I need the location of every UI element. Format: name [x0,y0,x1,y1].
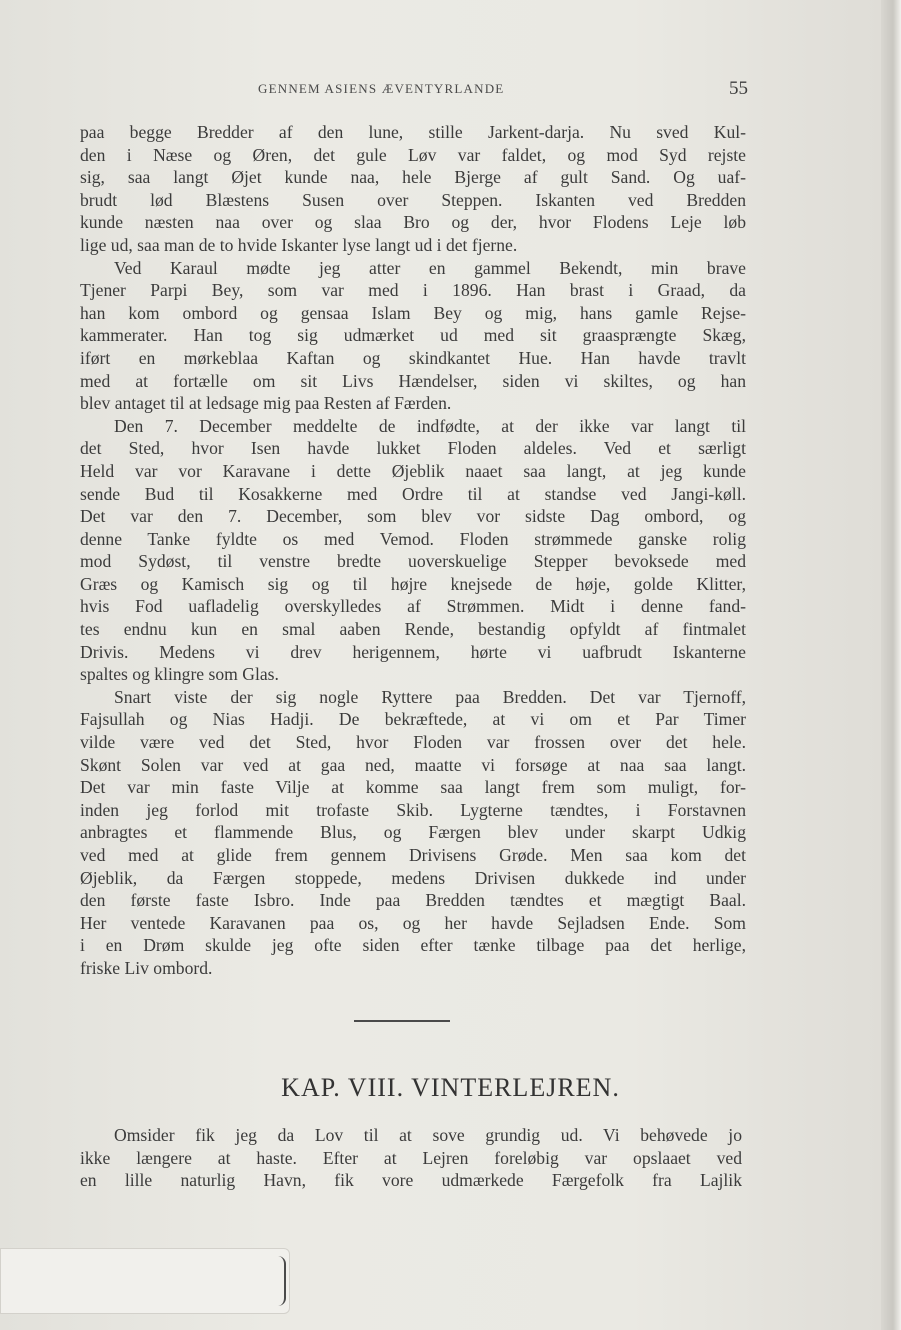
body-text [80,121,746,980]
text-line: spaltes og klingre som Glas. [80,664,279,685]
text-line: anbragtes et flammende Blus, og Færgen blev under skarpt Udkig [80,822,746,843]
text-line: friske Liv ombord. [80,957,213,978]
text-line: lige ud, saa man de to hvide Iskanter lyse langt ud i det fjerne. [80,234,518,255]
page-edge-shadow [881,0,901,1330]
text-line: Held var vor Karavane i dette Øjeblik naaet saa langt, at jeg kunde [80,460,746,481]
text-line: Tjener Parpi Bey, som var med i 1896. Han brast i Graad, da [80,280,746,301]
text-line: han kom ombord og gensaa Islam Bey og mig, hans gamle Rejse- [80,302,746,323]
text-line: mod Sydøst, til venstre bredte uoverskuelige Stepper bevoksede med [80,551,746,572]
text-line: sende Bud til Kosakkerne med Ordre til at standse ved Jangi-køll. [80,483,746,504]
text-line: Drivis. Medens vi drev herigennem, hørte vi uafbrudt Iskanterne [80,641,746,662]
text-line: Snart viste der sig nogle Ryttere paa Bredden. Det var Tjernoff, [114,686,746,707]
text-line: Det var min faste Vilje at komme saa langt frem som muligt, for- [80,777,746,798]
chapter-text [80,1124,742,1192]
text-line: ikke længere at haste. Efter at Lejren foreløbig var opslaaet ved [80,1147,742,1168]
text-line: kammerater. Han tog sig udmærket ud med sit graasprængte Skæg, [80,325,746,346]
text-line: hvis Fod uafladelig overskylledes af Strømmen. Midt i denne fand- [80,596,746,617]
text-line: Den 7. December meddelte de indfødte, at der ikke var langt til [114,415,746,436]
text-line: paa begge Bredder af den lune, stille Jarkent-darja. Nu sved Kul- [80,122,746,142]
text-line: den i Næse og Øren, det gule Løv var faldet, og mod Syd rejste [80,144,746,165]
text-line: Øjeblik, da Færgen stoppede, medens Drivisen dukkede ind under [80,867,746,888]
page-header [80,78,748,100]
text-line: Det var den 7. December, som blev vor sidste Dag ombord, og [80,506,746,527]
text-line: Her ventede Karavanen paa os, og her havde Sejladsen Ende. Som [80,912,746,933]
text-line: sig, saa langt Øjet kunde naa, hele Bjerge af gult Sand. Og uaf- [80,167,746,188]
text-line: brudt lød Blæstens Susen over Steppen. Iskanten ved Bredden [80,189,746,210]
text-line: den første faste Isbro. Inde paa Bredden tændtes et mægtigt Baal. [80,890,746,911]
text-line: ved med at glide frem gennem Drivisens Grøde. Men saa kom det [80,845,746,865]
text-line: Fajsullah og Nias Hadji. De bekræftede, at vi om et Par Timer [80,709,746,730]
text-line: Omsider fik jeg da Lov til at sove grundig ud. Vi behøvede jo [114,1125,742,1145]
text-line: kunde næsten naa over og slaa Bro og der, hvor Flodens Leje løb [80,212,746,233]
text-line: iført en mørkeblaa Kaftan og skindkantet Hue. Han havde travlt [80,347,746,368]
text-line: i en Drøm skulde jeg ofte siden efter tænke tilbage paa det herlige, [80,935,746,956]
text-line: vilde være ved det Sted, hvor Floden var frossen over det hele. [80,732,746,753]
section-divider [354,1020,450,1022]
text-line: en lille naturlig Havn, fik vore udmærkede Færgefolk fra Lajlik [80,1170,742,1191]
text-line: denne Tanke fyldte os med Vemod. Floden strømmede ganske rolig [80,528,746,549]
text-line: inden jeg forlod mit trofaste Skib. Lygterne tændtes, i Forstavnen [80,799,746,820]
running-title: GENNEM ASIENS ÆVENTYRLANDE [258,81,505,96]
page-number: 55 [729,78,748,99]
text-line: blev antaget til at ledsage mig paa Resten af Færden. [80,393,452,414]
chapter-heading: KAP. VIII. VINTERLEJREN. [281,1073,620,1102]
text-line: tes endnu kun en smal aaben Rende, bestandig opfyldt af fintmalet [80,619,746,640]
library-label [0,1248,290,1314]
text-line: Græs og Kamisch sig og til højre knejsede de høje, golde Klitter, [80,573,746,594]
text-line: Ved Karaul mødte jeg atter en gammel Bekendt, min brave [114,257,746,278]
text-line: Skønt Solen var ved at gaa ned, maatte vi forsøge at naa saa langt. [80,754,746,775]
text-line: med at fortælle om sit Livs Hændelser, siden vi skiltes, og han [80,370,746,391]
text-line: det Sted, hvor Isen havde lukket Floden aldeles. Ved et særligt [80,438,746,459]
